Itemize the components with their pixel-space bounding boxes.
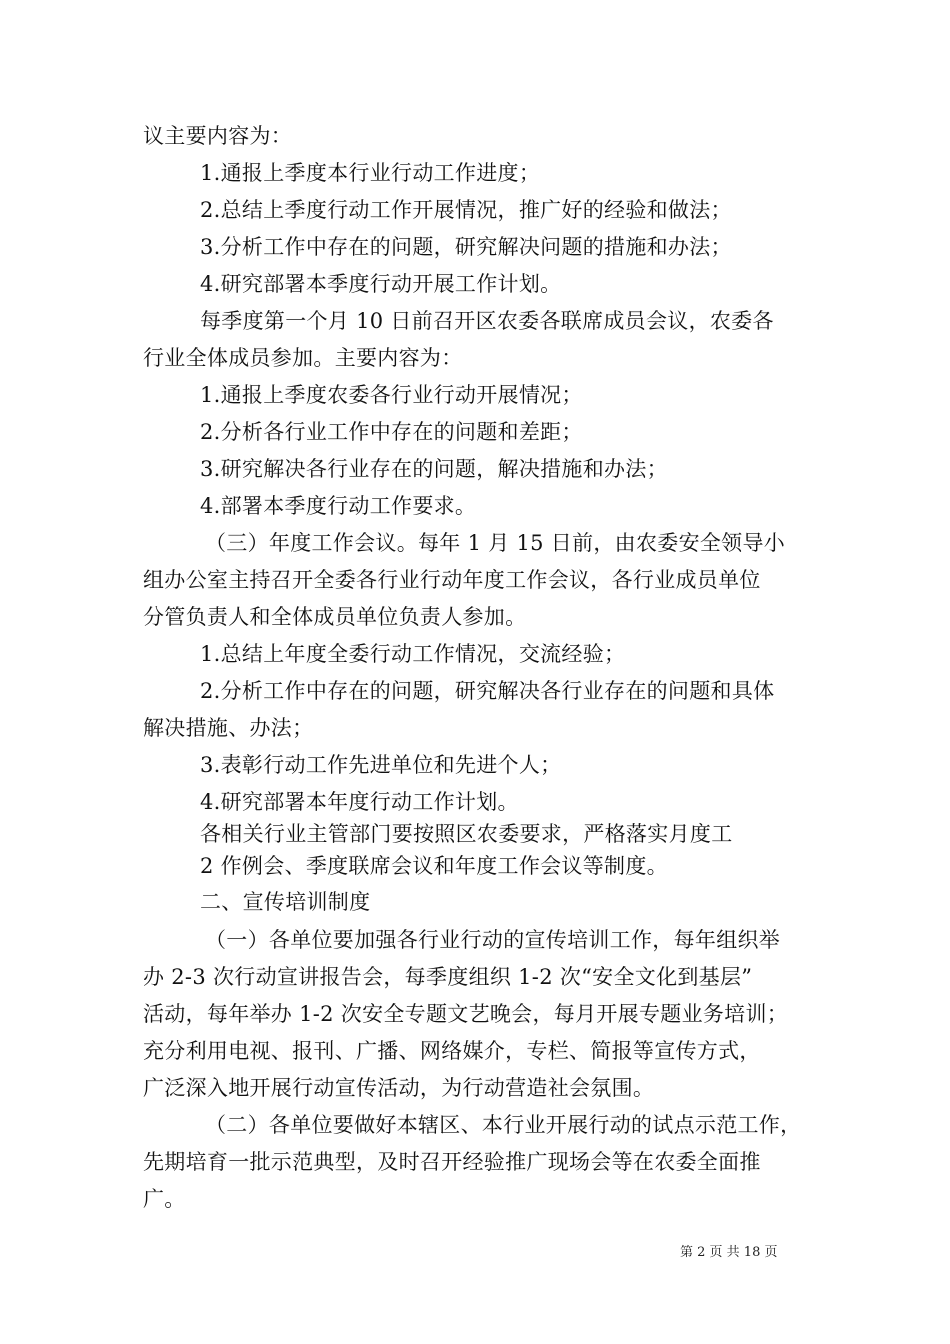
text-line: 分管负责人和全体成员单位负责人参加。 bbox=[143, 605, 527, 629]
text-line: 活动，每年举办 1-2 次安全专题文艺晚会，每月开展专题业务培训； bbox=[143, 1002, 789, 1026]
text-line: 4.部署本季度行动工作要求。 bbox=[200, 494, 477, 518]
text-line: 2.分析工作中存在的问题，研究解决各行业存在的问题和具体 bbox=[200, 679, 775, 703]
text-line: 先期培育一批示范典型，及时召开经验推广现场会等在农委全面推 bbox=[143, 1150, 761, 1174]
text-line: 广泛深入地开展行动宣传活动，为行动营造社会氛围。 bbox=[143, 1076, 655, 1100]
text-line: 行业全体成员参加。主要内容为： bbox=[143, 346, 463, 370]
text-line: （二）各单位要做好本辖区、本行业开展行动的试点示范工作， bbox=[205, 1113, 802, 1137]
text-line: 3.研究解决各行业存在的问题，解决措施和办法； bbox=[200, 457, 668, 481]
text-line: 3.表彰行动工作先进单位和先进个人； bbox=[200, 753, 562, 777]
text-line: 1.通报上季度本行业行动工作进度； bbox=[200, 161, 541, 185]
text-line: 各相关行业主管部门要按照区农委要求，严格落实月度工 bbox=[200, 822, 733, 846]
text-line: 每季度第一个月 10 日前召开区农委各联席成员会议，农委各 bbox=[200, 309, 774, 333]
text-line: 4.研究部署本年度行动工作计划。 bbox=[200, 790, 519, 814]
text-line: 2.分析各行业工作中存在的问题和差距； bbox=[200, 420, 583, 444]
text-line: 办 2-3 次行动宣讲报告会，每季度组织 1-2 次“安全文化到基层” bbox=[143, 965, 753, 989]
text-line: 充分利用电视、报刊、广播、网络媒介，专栏、简报等宣传方式， bbox=[143, 1039, 761, 1063]
text-line: 解决措施、办法； bbox=[143, 716, 314, 740]
text-line: 2 作例会、季度联席会议和年度工作会议等制度。 bbox=[200, 854, 668, 878]
text-line: 2.总结上季度行动工作开展情况，推广好的经验和做法； bbox=[200, 198, 732, 222]
text-line: （三）年度工作会议。每年 1 月 15 日前，由农委安全领导小 bbox=[205, 531, 786, 555]
text-line: 4.研究部署本季度行动开展工作计划。 bbox=[200, 272, 562, 296]
text-line: 组办公室主持召开全委各行业行动年度工作会议，各行业成员单位 bbox=[143, 568, 761, 592]
text-line: 1.通报上季度农委各行业行动开展情况； bbox=[200, 383, 583, 407]
text-line: 1.总结上年度全委行动工作情况，交流经验； bbox=[200, 642, 626, 666]
page-number-footer: 第 2 页 共 18 页 bbox=[680, 1245, 778, 1260]
text-line: 广。 bbox=[143, 1187, 186, 1211]
text-line: 议主要内容为： bbox=[143, 124, 293, 148]
section-heading: 二、宣传培训制度 bbox=[200, 890, 371, 914]
text-line: 3.分析工作中存在的问题，研究解决问题的措施和办法； bbox=[200, 235, 732, 259]
text-line: （一）各单位要加强各行业行动的宣传培训工作，每年组织举 bbox=[205, 928, 781, 952]
